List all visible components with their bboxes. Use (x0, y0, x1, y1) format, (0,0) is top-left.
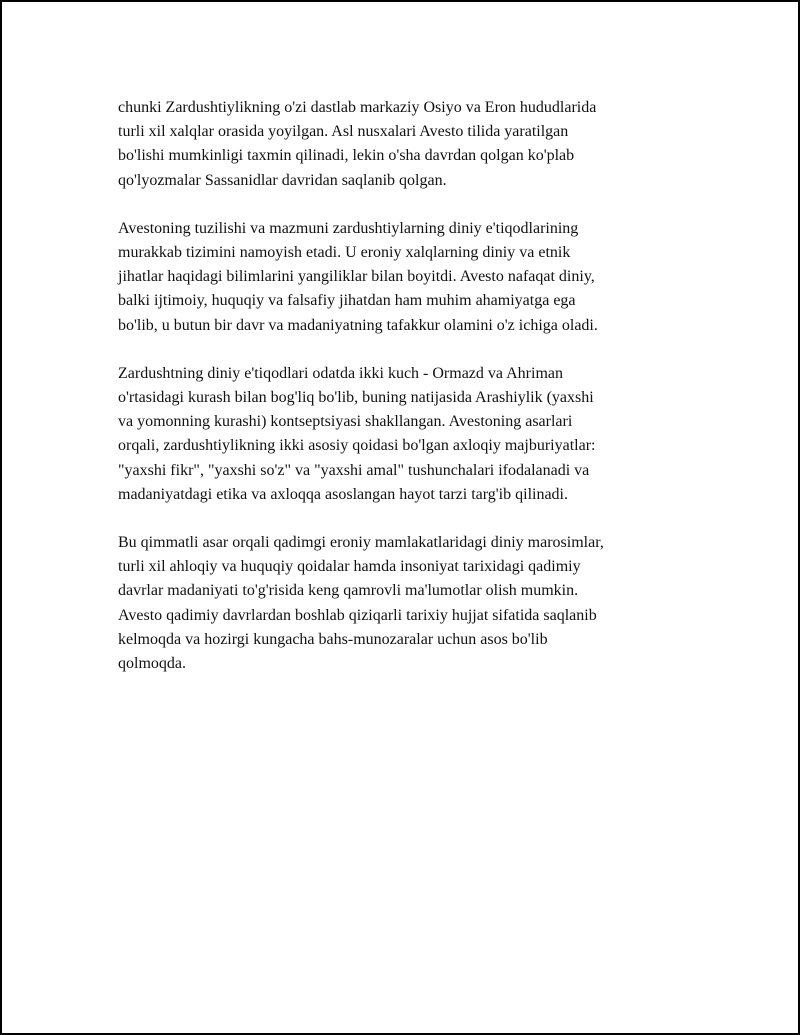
paragraph-1: chunki Zardushtiylikning o'zi dastlab markaziy Osiyo va Eron hududlarida turli xil xalqlar orasida yoyilgan. Asl nusxalari Avesto tilida yaratilgan bo'lishi mumkinligi taxmin qilinadi, lekin o'sha davrdan qolgan ko'plab qo'lyozmalar Sassanidlar davridan saqlanib qolgan. (118, 99, 597, 189)
document-body (118, 96, 688, 700)
paragraph-4: Bu qimmatli asar orqali qadimgi eroniy mamlakatlaridagi diniy marosimlar, turli xil ahloqiy va huquqiy qoidalar hamda insoniyat tarixidagi qadimiy davrlar madaniyati to'g'risida keng qamrovli ma'lumotlar olish mumkin. Avesto qadimiy davrlardan boshlab qiziqarli tarixiy hujjat sifatida saqlanib kelmoqda va hozirgi kungacha bahs-munozaralar uchun asos bo'lib qolmoqda. (118, 534, 604, 673)
paragraph-3: Zardushtning diniy e'tiqodlari odatda ikki kuch - Ormazd va Ahriman o'rtasidagi kurash bilan bog'liq bo'lib, buning natijasida Arashiylik (yaxshi va yomonning kurashi) kontseptsiyasi shakllangan. Avestoning asarlari orqali, zardushtiylikning ikki asosiy qoidasi bo'lgan axloqiy majburiyatlar: "yaxshi fikr", "yaxshi so'z" va "yaxshi amal" tushunchalari ifodalanadi va madaniyatdagi etika va axloqqa asoslangan hayot tarzi targ'ib qilinadi. (118, 364, 596, 503)
paragraph-2: Avestoning tuzilishi va mazmuni zardushtiylarning diniy e'tiqodlarining murakkab tizimini namoyish etadi. U eroniy xalqlarning diniy va etnik jihatlar haqidagi bilimlarini yangiliklar bilan boyitdi. Avesto nafaqat diniy, balki ijtimoiy, huquqiy va falsafiy jihatdan ham muhim ahamiyatga ega bo'lib, u butun bir davr va madaniyatning tafakkur olamini o'z ichiga oladi. (118, 219, 598, 334)
